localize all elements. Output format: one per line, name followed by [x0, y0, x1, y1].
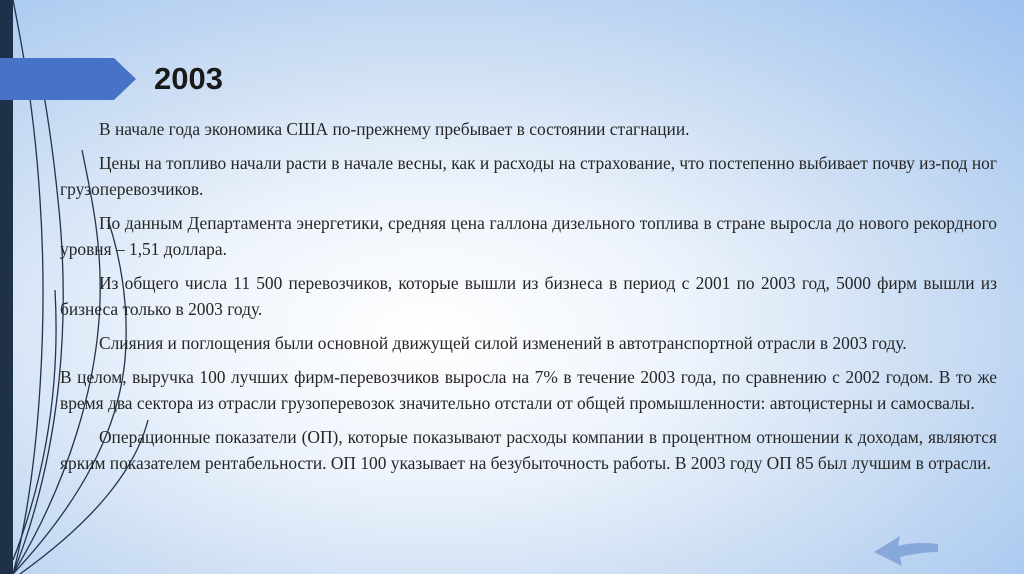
- title-arrow-shape: [0, 58, 136, 100]
- paragraph-5: Слияния и поглощения были основной движущей силой изменений в автотранспортной отрасли в 2003 году.: [99, 333, 907, 353]
- paragraph-7: Операционные показатели (ОП), которые показывают расходы компании в процентном отношении к доходам, являются ярким показателем рентабельности. ОП 100 указывает на безубыточность работы. В 2003 году ОП 85 был лучшим в отрасли.: [60, 427, 997, 473]
- paragraph-4: Из общего числа 11 500 перевозчиков, которые вышли из бизнеса в период с 2001 по 2003 год, 5000 фирм вышли из бизнеса только в 2003 году.: [60, 273, 997, 319]
- slide-body: [60, 116, 997, 484]
- slide-title: 2003: [154, 61, 223, 96]
- back-arrow-icon[interactable]: [872, 524, 940, 568]
- paragraph-1: В начале года экономика США по-прежнему пребывает в состоянии стагнации.: [99, 119, 690, 139]
- paragraph-2: Цены на топливо начали расти в начале весны, как и расходы на страхование, что постепенно выбивает почву из-под ног грузоперевозчиков.: [60, 153, 997, 199]
- paragraph-3: По данным Департамента энергетики, средняя цена галлона дизельного топлива в стране выросла до нового рекордного уровня – 1,51 доллара.: [60, 213, 997, 259]
- paragraph-6: В целом, выручка 100 лучших фирм-перевозчиков выросла на 7% в течение 2003 года, по сравнению с 2002 годом. В то же время два сектора из отрасли грузоперевозок значительно отстали от общей промышленности: автоцистерны и самосвалы.: [60, 367, 997, 413]
